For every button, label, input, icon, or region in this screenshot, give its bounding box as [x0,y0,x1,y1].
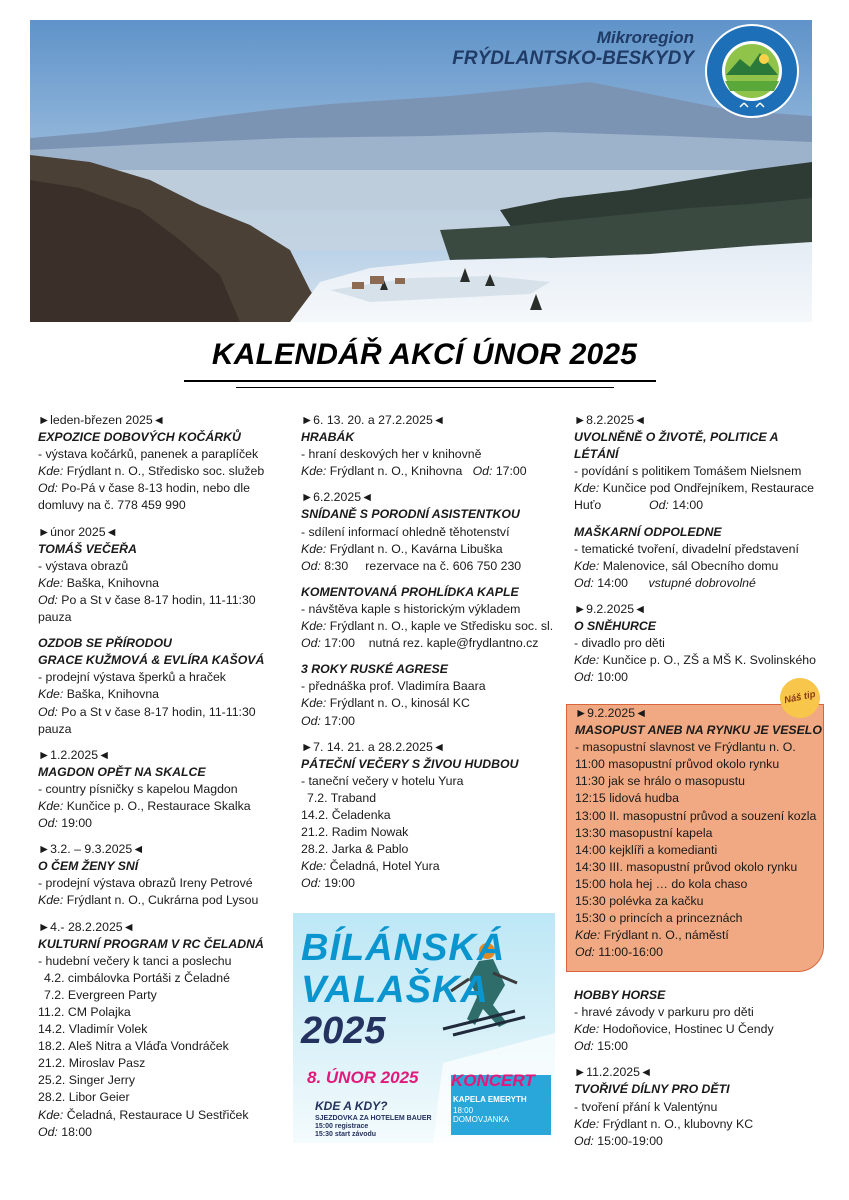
program-line: 28.2. Jarka & Pablo [301,842,409,857]
event-item [301,739,551,893]
poster-detail-line: SJEZDOVKA ZA HOTELEM BAUER [315,1115,432,1122]
time-label: Od: [38,704,58,719]
poster-title-line2: VALAŠKA [301,969,489,1011]
program-line: 14.2. Vladimír Volek [38,1022,148,1037]
event-description: - prodejní výstava šperků a hraček [38,670,226,685]
where-label: Kde: [575,928,601,943]
event-time: 10:00 [597,670,629,685]
column-3 [574,412,824,695]
where-label: Kde: [574,558,600,573]
region-logo [704,23,800,119]
poster-band: KAPELA EMERYTH [453,1095,527,1104]
event-title: O SNĚHURCE [574,619,656,634]
event-place: Frýdlant n. O., Kavárna Libuška [329,541,503,556]
time-label: Od: [301,713,321,728]
region-title-line1: Mikroregion [596,28,694,47]
event-time: 14:00 [672,498,704,513]
region-logo-icon [704,23,800,119]
poster-concert-box [451,1071,551,1135]
event-description: - přednáška prof. Vladimíra Baara [301,679,486,694]
event-place: Kunčice pod Ondřejníkem, Restaurace Huťo [574,481,814,513]
event-item [301,584,554,652]
where-label: Kde: [38,464,64,479]
time-label: Od: [574,1039,594,1054]
poster-concert-title: KONCERT [451,1071,535,1090]
time-label: Od: [574,670,594,685]
event-date: ►7. 14. 21. a 28.2.2025◄ [301,739,445,754]
where-label: Kde: [301,859,327,874]
event-description: - sdílení informací ohledně těhotenství [301,524,510,539]
event-description: - taneční večery v hotelu Yura [301,773,464,788]
title-underline [184,380,656,382]
time-label: Od: [38,1124,58,1139]
event-item [38,635,270,738]
event-item [574,987,824,1055]
column-1 [38,412,270,1150]
event-description: - tvoření přání k Valentýnu [574,1099,718,1114]
poster-details [315,1115,432,1139]
event-time: 15:00 [597,1039,629,1054]
time-label: Od: [301,558,321,573]
program-line: 25.2. Singer Jerry [38,1073,136,1088]
event-item [38,841,270,909]
page-title: KALENDÁŘ AKCÍ ÚNOR 2025 [211,338,638,371]
title-underline-thin [236,387,614,388]
where-label: Kde: [38,575,64,590]
featured-event-box [566,704,824,972]
where-label: Kde: [38,893,64,908]
event-time: 18:00 [61,1124,93,1139]
event-description: - prodejní výstava obrazů Ireny Petrové [38,876,253,891]
poster-where: KDE A KDY? [315,1099,388,1113]
program-line: 7.2. Traband [307,790,377,805]
program-line: 14:00 kejklíři a komedianti [575,842,718,857]
event-note: rezervace na č. 606 750 230 [365,558,522,573]
event-date: ►únor 2025◄ [38,524,118,539]
event-item [301,489,551,574]
column-2 [301,412,554,901]
where-label: Kde: [301,619,327,634]
event-item [574,524,824,592]
where-label: Kde: [574,1022,600,1037]
time-label: Od: [574,1133,594,1148]
where-label: Kde: [574,653,600,668]
event-date: ►6.2.2025◄ [301,490,374,505]
event-place: Frýdlant n. O., kinosál KC [329,696,470,711]
event-place: Frýdlant n. O., Středisko soc. služeb [66,464,265,479]
event-date: ►9.2.2025◄ [574,601,647,616]
event-description: - tematické tvoření, divadelní představení [574,541,799,556]
event-subtitle: GRACE KUŽMOVÁ & EVLÍRA KAŠOVÁ [38,653,265,668]
event-item [38,919,270,1141]
poster-date: 8. ÚNOR 2025 [307,1068,419,1087]
event-description: - návštěva kaple s historickým výkladem [301,601,521,616]
event-time: 15:00-19:00 [597,1133,663,1148]
event-note: vstupné dobrovolné [648,575,756,590]
poster-band2: DOMOVJANKA [453,1115,510,1124]
program-line: 11:00 masopustní průvod okolo rynku [575,757,780,772]
program-line: 21.2. Miroslav Pasz [38,1056,146,1071]
time-label: Od: [574,575,594,590]
event-description: - hravé závody v parkuru pro děti [574,1005,754,1020]
bilanska-valaska-poster [293,913,555,1143]
event-place: Frýdlant n. O., náměstí [603,928,729,943]
time-label: Od: [38,592,58,607]
time-label: Od: [38,481,58,496]
event-place: Frýdlant n. O., Knihovna [329,464,463,479]
event-date: ►6. 13. 20. a 27.2.2025◄ [301,413,445,427]
program-line: 13:30 masopustní kapela [575,825,713,840]
event-item [38,524,270,627]
event-time: Po a St v čase 8-17 hodin, 11-11:30 pauza [38,592,256,625]
event-title: EXPOZICE DOBOVÝCH KOČÁRKŮ [38,430,241,445]
where-label: Kde: [574,481,600,496]
featured-event [575,705,825,961]
time-label: Od: [301,636,321,651]
event-time: 19:00 [61,816,93,831]
program-line: 15:30 polévka za kačku [575,894,704,909]
event-title: 3 ROKY RUSKÉ AGRESE [301,662,448,677]
program-line: 15:30 o princích a princeznách [575,911,743,926]
event-place: Baška, Knihovna [66,687,160,702]
event-date: ►8.2.2025◄ [574,413,647,427]
event-date: ►1.2.2025◄ [38,747,111,762]
event-title: HOBBY HORSE [574,988,666,1002]
event-place: Frýdlant n. O., klubovny KC [602,1116,754,1131]
where-label: Kde: [38,798,64,813]
event-title: MAGDON OPĚT NA SKALCE [38,764,206,779]
where-label: Kde: [301,541,327,556]
event-title: MASOPUST ANEB NA RYNKU JE VESELO [575,723,822,738]
event-item [574,412,824,515]
program-line: 12:15 lidová hudba [575,791,679,806]
time-label: Od: [575,945,595,960]
event-time: 17:00 [495,464,527,479]
event-description: - povídání s politikem Tomášem Nielsnem [574,464,802,479]
event-item [301,412,551,480]
event-title: TVOŘIVÉ DÍLNY PRO DĚTI [574,1082,730,1097]
event-description: - hudební večery k tanci a poslechu [38,953,232,968]
hero-photo [30,20,812,322]
event-title: SNÍDANĚ S PORODNÍ ASISTENTKOU [301,507,520,522]
event-date: ►4.- 28.2.2025◄ [38,919,135,934]
winter-landscape-image [30,20,812,322]
column-3-lower [574,987,824,1159]
event-description: - hraní deskových her v knihovně [301,447,482,462]
program-line: 15:00 hola hej … do kola chaso [575,876,748,891]
poster-concert-time: 18:00 [453,1106,474,1115]
event-description: - masopustní slavnost ve Frýdlantu n. O. [575,740,796,755]
where-label: Kde: [574,1116,600,1131]
event-title: O ČEM ŽENY SNÍ [38,859,139,874]
program-line: 7.2. Evergreen Party [44,987,157,1002]
event-place: Frýdlant n. O., Cukrárna pod Lysou [66,893,259,908]
poster-concert-info [453,1106,509,1124]
event-place: Hodoňovice, Hostinec U Čendy [602,1022,774,1037]
event-place: Kunčice p. O., Restaurace Skalka [66,798,251,813]
event-date: ►9.2.2025◄ [575,706,648,720]
event-title: HRABÁK [301,430,355,445]
event-title: TOMÁŠ VEČEŘA [38,541,137,556]
event-description: - country písničky s kapelou Magdon [38,781,238,796]
program-line: 21.2. Radim Nowak [301,825,409,840]
event-title: MAŠKARNÍ ODPOLEDNE [574,524,722,539]
time-label: Od: [472,464,493,479]
our-tip-badge: Náš tip [776,674,823,721]
event-note: nutná rez. kaple@frydlantno.cz [368,636,539,651]
event-time: 19:00 [324,876,356,891]
program-line: 14.2. Čeladenka [301,807,391,822]
event-place: Baška, Knihovna [66,575,160,590]
time-label: Od: [301,876,321,891]
program-line: 14:30 III. masopustní průvod okolo rynku [575,859,798,874]
poster-detail-line: 15:30 start závodu [315,1131,377,1138]
program-line: 28.2. Libor Geier [38,1090,130,1105]
event-item [38,747,270,832]
event-title: KOMENTOVANÁ PROHLÍDKA KAPLE [301,584,519,599]
event-time: 17:00 [324,636,356,651]
event-place: Malenovice, sál Obecního domu [602,558,779,573]
poster-year: 2025 [301,1010,386,1052]
program-line: 4.2. cimbálovka Portáši z Čeladné [44,970,230,985]
event-date: ►11.2.2025◄ [574,1065,653,1080]
region-title-line2: FRÝDLANTSKO-BESKYDY [452,47,694,69]
event-date: ►3.2. – 9.3.2025◄ [38,842,145,857]
event-title: UVOLNĚNĚ O ŽIVOTĚ, POLITICE A LÉTÁNÍ [574,430,779,462]
event-description: - divadlo pro děti [574,636,665,651]
event-time: Po-Pá v čase 8-13 hodin, nebo dle domluvy na č. 778 459 990 [38,481,250,513]
program-line: 11.2. CM Polajka [38,1005,131,1019]
where-label: Kde: [38,1107,64,1122]
event-time: 8:30 [324,558,349,573]
event-title: OZDOB SE PŘÍRODOU [38,636,172,651]
program-line: 13:00 II. masopustní průvod a souzení kozla [575,808,817,823]
time-label: Od: [38,816,58,831]
program-line: 18.2. Aleš Nitra a Vláďa Vondráček [38,1039,229,1054]
where-label: Kde: [301,696,327,711]
event-date: ►leden-březen 2025◄ [38,413,165,427]
event-time: 14:00 [597,575,629,590]
poster-detail-line: 15:00 registrace [315,1123,369,1130]
event-time: 11:00-16:00 [598,945,663,960]
event-time: Po a St v čase 8-17 hodin, 11-11:30 pauza [38,704,256,736]
event-place: Frýdlant n. O., kaple ve Středisku soc. sl. [329,619,554,634]
event-title: PÁTEČNÍ VEČERY S ŽIVOU HUDBOU [301,756,519,771]
event-place: Čeladná, Hotel Yura [329,859,440,874]
time-label: Od: [649,498,669,513]
event-title: KULTURNÍ PROGRAM V RC ČELADNÁ [38,936,264,951]
event-item [301,661,551,729]
event-description: - výstava obrazů [38,558,129,573]
event-place: Čeladná, Restaurace U Sestřiček [66,1107,249,1122]
event-item [574,1064,824,1149]
event-description: - výstava kočárků, panenek a paraplíček [38,447,259,462]
where-label: Kde: [38,687,64,702]
event-place: Kunčice p. O., ZŠ a MŠ K. Svolinského [602,653,816,668]
poster-title-line1: BÍLÁNSKÁ [301,927,506,969]
event-item [574,601,824,686]
event-item [38,412,270,515]
event-time: 17:00 [324,713,356,728]
region-title [452,28,694,69]
program-line: 11:30 jak se hrálo o masopustu [575,774,745,789]
where-label: Kde: [301,464,327,479]
